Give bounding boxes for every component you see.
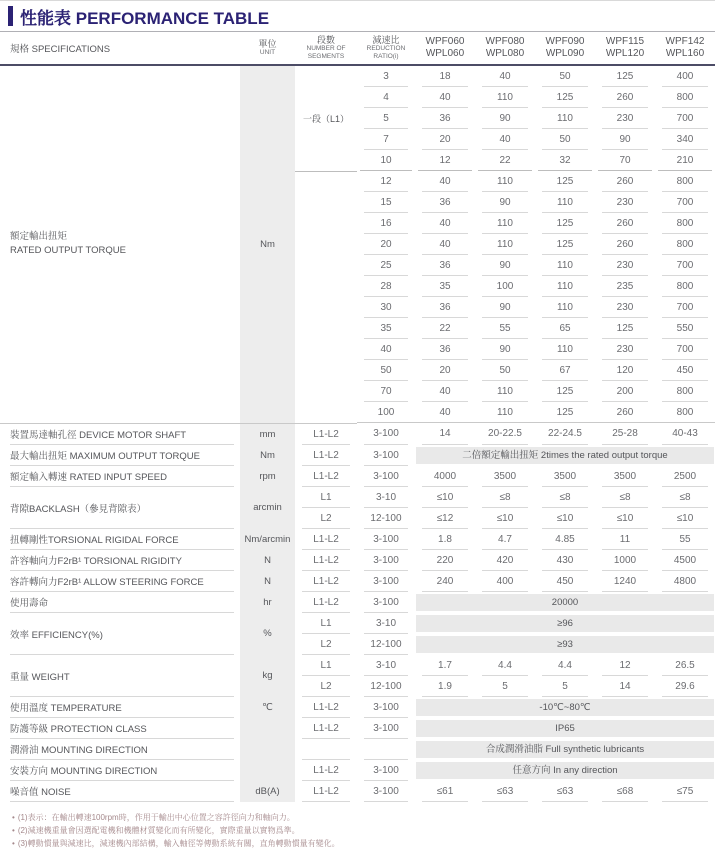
segment-cell: L1 (295, 613, 357, 634)
unit-cell: arcmin (240, 487, 295, 529)
value-cell: 40-43 (655, 423, 715, 445)
spec-label-en: RATED OUTPUT TORQUE (10, 245, 126, 257)
ratio-cell: 3-100 (357, 529, 415, 550)
header-specifications: 規格 SPECIFICATIONS (0, 32, 240, 65)
value-cell: 120 (595, 360, 655, 381)
ratio-cell: 3-100 (357, 718, 415, 739)
ratio-cell: 5 (357, 108, 415, 129)
ratio-cell (357, 739, 415, 760)
value-cell: 1240 (595, 571, 655, 592)
value-cell: 230 (595, 255, 655, 276)
value-cell: 110 (475, 381, 535, 402)
value-cell: 700 (655, 192, 715, 213)
value-cell: 125 (535, 213, 595, 234)
ratio-cell: 3-100 (357, 445, 415, 466)
value-cell: 260 (595, 171, 655, 192)
value-cell: 36 (415, 192, 475, 213)
footnote-text: (1)表示：在輸出轉速100rpm時，作用于輸出中心位置之容許徑向力和軸向力。 (17, 812, 295, 822)
value-cell: 50 (535, 65, 595, 87)
value-cell: 4.7 (475, 529, 535, 550)
value-cell: ≤10 (475, 508, 535, 529)
value-cell: 40 (475, 65, 535, 87)
unit-cell: dB(A) (240, 781, 295, 802)
value-cell: 125 (535, 381, 595, 402)
value-cell: 29.6 (655, 676, 715, 697)
segment-cell (295, 739, 357, 760)
spec-row (0, 571, 715, 592)
value-cell: 3500 (475, 466, 535, 487)
ratio-cell: 100 (357, 402, 415, 423)
segment-cell: L2 (295, 676, 357, 697)
unit-cell: hr (240, 592, 295, 613)
spec-row (0, 550, 715, 571)
model-name-line2: WPL090 (545, 47, 585, 59)
model-name-line1: WPF142 (665, 35, 705, 47)
ratio-cell: 15 (357, 192, 415, 213)
segment-cell (295, 171, 357, 423)
value-cell: 36 (415, 339, 475, 360)
segment-cell: L2 (295, 634, 357, 655)
ratio-cell: 25 (357, 255, 415, 276)
value-cell: 3500 (595, 466, 655, 487)
value-cell: 40 (415, 402, 475, 423)
value-cell: 22 (475, 150, 535, 171)
spec-label-cell: 背隙BACKLASH（參見背隙表） (0, 487, 240, 529)
value-cell: ≤10 (655, 508, 715, 529)
unit-cell: mm (240, 423, 295, 445)
value-cell: 700 (655, 255, 715, 276)
spec-row (0, 592, 715, 613)
spec-row (0, 781, 715, 802)
value-cell: 800 (655, 381, 715, 402)
value-cell: 450 (655, 360, 715, 381)
value-cell: 40 (415, 381, 475, 402)
value-cell: 90 (475, 192, 535, 213)
ratio-cell: 20 (357, 234, 415, 255)
value-cell: 90 (475, 255, 535, 276)
page-title-band (0, 1, 715, 32)
value-cell: 36 (415, 297, 475, 318)
value-cell: 40 (415, 213, 475, 234)
spec-label-cell: 防護等級 PROTECTION CLASS (0, 718, 240, 739)
ratio-cell: 3-10 (357, 655, 415, 676)
merged-value: ≥93 (416, 636, 714, 653)
value-cell: 4.4 (475, 655, 535, 676)
value-cell: 1.7 (415, 655, 475, 676)
ratio-cell: 12-100 (357, 508, 415, 529)
merged-value-cell (415, 445, 715, 466)
spec-row (0, 529, 715, 550)
value-cell: ≤10 (595, 508, 655, 529)
value-cell: 90 (475, 297, 535, 318)
merged-value-cell (415, 760, 715, 781)
value-cell: 110 (475, 171, 535, 192)
value-cell: 430 (535, 550, 595, 571)
header-model-column (655, 32, 715, 65)
header-model-column (415, 32, 475, 65)
footnote-line (12, 811, 715, 824)
value-cell: 260 (595, 234, 655, 255)
value-cell: 40 (415, 234, 475, 255)
value-cell: 35 (415, 276, 475, 297)
unit-cell: Nm (240, 445, 295, 466)
value-cell: 3500 (535, 466, 595, 487)
spec-label-cell: 扭轉剛性TORSIONAL RIGIDAL FORCE (0, 529, 240, 550)
ratio-cell: 70 (357, 381, 415, 402)
value-cell: 110 (535, 276, 595, 297)
value-cell: 67 (535, 360, 595, 381)
spec-label-cell: 噪音值 NOISE (0, 781, 240, 802)
value-cell: 800 (655, 213, 715, 234)
value-cell: 36 (415, 255, 475, 276)
value-cell: ≤8 (475, 487, 535, 508)
segment-cell: L1-L2 (295, 529, 357, 550)
segment-cell: 一段（L1） (295, 65, 357, 171)
header-row (0, 32, 715, 65)
ratio-cell: 35 (357, 318, 415, 339)
spec-label-cell: 效率 EFFICIENCY(%) (0, 613, 240, 655)
performance-table (0, 32, 715, 802)
merged-value: -10℃~80℃ (416, 699, 714, 716)
ratio-cell: 3-100 (357, 423, 415, 445)
value-cell: 230 (595, 108, 655, 129)
value-cell: 4800 (655, 571, 715, 592)
value-cell: 12 (415, 150, 475, 171)
value-cell: 235 (595, 276, 655, 297)
spec-label-cell: 潤滑油 MOUNTING DIRECTION (0, 739, 240, 760)
model-name-line1: WPF080 (485, 35, 525, 47)
unit-cell (240, 718, 295, 739)
footnote-line (12, 837, 715, 850)
unit-cell: % (240, 613, 295, 655)
value-cell: 50 (535, 129, 595, 150)
header-model-column (475, 32, 535, 65)
value-cell: 2500 (655, 466, 715, 487)
ratio-cell: 50 (357, 360, 415, 381)
segment-cell: L1-L2 (295, 423, 357, 445)
spec-row (0, 655, 715, 676)
spec-label-cell: 容許轉向力F2rB¹ ALLOW STEERING FORCE (0, 571, 240, 592)
value-cell: ≤10 (415, 487, 475, 508)
merged-value-cell (415, 697, 715, 718)
header-model-column (595, 32, 655, 65)
segment-cell: L1-L2 (295, 697, 357, 718)
value-cell: 100 (475, 276, 535, 297)
value-cell: 260 (595, 213, 655, 234)
header-unit: 單位 UNIT (240, 32, 295, 65)
value-cell: 125 (535, 234, 595, 255)
page-title (20, 4, 269, 29)
value-cell: 110 (535, 339, 595, 360)
value-cell: 110 (475, 213, 535, 234)
header-model-column (535, 32, 595, 65)
unit-cell (240, 760, 295, 781)
segment-cell: L1 (295, 655, 357, 676)
ratio-cell: 4 (357, 87, 415, 108)
table-header (0, 32, 715, 65)
value-cell: ≤63 (535, 781, 595, 802)
merged-value-cell (415, 718, 715, 739)
value-cell: 12 (595, 655, 655, 676)
spec-label-cell: 使用壽命 (0, 592, 240, 613)
value-cell: 210 (655, 150, 715, 171)
value-cell: 800 (655, 234, 715, 255)
merged-value-cell (415, 592, 715, 613)
spec-label-zh: 額定輸出扭矩 (10, 231, 68, 243)
ratio-cell: 7 (357, 129, 415, 150)
value-cell: 200 (595, 381, 655, 402)
value-cell: 260 (595, 402, 655, 423)
torque-row (0, 65, 715, 87)
value-cell: 26.5 (655, 655, 715, 676)
unit-cell (240, 739, 295, 760)
value-cell: 40 (415, 87, 475, 108)
value-cell: 340 (655, 129, 715, 150)
value-cell: 4.4 (535, 655, 595, 676)
value-cell: 20-22.5 (475, 423, 535, 445)
value-cell: 25-28 (595, 423, 655, 445)
title-accent-bar (8, 6, 13, 26)
ratio-cell: 3 (357, 65, 415, 87)
value-cell: 90 (475, 108, 535, 129)
spec-row (0, 423, 715, 445)
spec-label-cell: 許容軸向力F2rB¹ TORSIONAL RIGIDITY (0, 550, 240, 571)
ratio-cell: 3-100 (357, 592, 415, 613)
ratio-cell: 12-100 (357, 676, 415, 697)
value-cell: 700 (655, 108, 715, 129)
model-name-line2: WPL120 (605, 47, 645, 59)
spec-row (0, 487, 715, 508)
merged-value: 20000 (416, 594, 714, 611)
page-title-en: PERFORMANCE TABLE (75, 8, 270, 28)
segment-cell: L1 (295, 487, 357, 508)
ratio-cell: 12 (357, 171, 415, 192)
value-cell: 36 (415, 108, 475, 129)
ratio-cell: 28 (357, 276, 415, 297)
value-cell: ≤8 (535, 487, 595, 508)
value-cell: 800 (655, 402, 715, 423)
value-cell: 230 (595, 339, 655, 360)
model-name-line2: WPL160 (665, 47, 705, 59)
segment-cell: L2 (295, 508, 357, 529)
value-cell: 90 (475, 339, 535, 360)
value-cell: 70 (595, 150, 655, 171)
bullet-icon: • (12, 812, 15, 822)
model-name-line1: WPF115 (605, 35, 645, 47)
footnotes (0, 811, 715, 850)
value-cell: 65 (535, 318, 595, 339)
value-cell: 260 (595, 87, 655, 108)
value-cell: 18 (415, 65, 475, 87)
header-number-of-segments: 段數 NUMBER OF SEGMENTS (295, 32, 357, 65)
ratio-cell: 3-100 (357, 697, 415, 718)
value-cell: 240 (415, 571, 475, 592)
ratio-cell: 10 (357, 150, 415, 171)
ratio-cell: 3-10 (357, 613, 415, 634)
model-name-line2: WPL060 (425, 47, 465, 59)
value-cell: ≤61 (415, 781, 475, 802)
spec-row (0, 466, 715, 487)
spec-row (0, 613, 715, 634)
value-cell: ≤63 (475, 781, 535, 802)
ratio-cell: 3-100 (357, 550, 415, 571)
value-cell: 50 (475, 360, 535, 381)
value-cell: ≤12 (415, 508, 475, 529)
merged-value-cell (415, 634, 715, 655)
unit-cell: rpm (240, 466, 295, 487)
value-cell: 110 (535, 255, 595, 276)
value-cell: 125 (535, 171, 595, 192)
segment-cell: L1-L2 (295, 571, 357, 592)
ratio-cell: 3-100 (357, 571, 415, 592)
value-cell: 1.8 (415, 529, 475, 550)
value-cell: 1.9 (415, 676, 475, 697)
spec-label-cell: 使用溫度 TEMPERATURE (0, 697, 240, 718)
value-cell: 110 (535, 297, 595, 318)
value-cell: 90 (595, 129, 655, 150)
value-cell: 400 (655, 65, 715, 87)
segment-cell: L1-L2 (295, 760, 357, 781)
spec-label-cell: 額定輸入轉速 RATED INPUT SPEED (0, 466, 240, 487)
value-cell: ≤75 (655, 781, 715, 802)
value-cell: 110 (475, 234, 535, 255)
value-cell: 125 (535, 87, 595, 108)
ratio-cell: 3-100 (357, 466, 415, 487)
segment-cell: L1-L2 (295, 781, 357, 802)
spec-row (0, 718, 715, 739)
value-cell: 11 (595, 529, 655, 550)
value-cell: 230 (595, 297, 655, 318)
value-cell: 40 (415, 171, 475, 192)
value-cell: 800 (655, 171, 715, 192)
segment-cell: L1-L2 (295, 550, 357, 571)
value-cell: 800 (655, 87, 715, 108)
value-cell: 125 (595, 65, 655, 87)
merged-value: 合成潤滑油脂 Full synthetic lubricants (416, 741, 714, 758)
spec-label-cell: 重量 WEIGHT (0, 655, 240, 697)
model-name-line2: WPL080 (485, 47, 525, 59)
value-cell: 14 (415, 423, 475, 445)
merged-value-cell (415, 739, 715, 760)
value-cell: 220 (415, 550, 475, 571)
spec-label-cell: 裝置馬達軸孔徑 DEVICE MOTOR SHAFT (0, 423, 240, 445)
value-cell: 32 (535, 150, 595, 171)
value-cell: 1000 (595, 550, 655, 571)
bullet-icon: • (12, 825, 15, 835)
value-cell: 5 (535, 676, 595, 697)
value-cell: 550 (655, 318, 715, 339)
value-cell: 110 (535, 108, 595, 129)
segment-cell: L1-L2 (295, 718, 357, 739)
footnote-line (12, 824, 715, 837)
value-cell: ≤8 (655, 487, 715, 508)
ratio-cell: 3-10 (357, 487, 415, 508)
value-cell: 110 (475, 402, 535, 423)
value-cell: ≤8 (595, 487, 655, 508)
value-cell: 55 (475, 318, 535, 339)
merged-value: ≥96 (416, 615, 714, 632)
merged-value: IP65 (416, 720, 714, 737)
ratio-cell: 12-100 (357, 634, 415, 655)
value-cell: 14 (595, 676, 655, 697)
ratio-cell: 40 (357, 339, 415, 360)
segment-cell: L1-L2 (295, 466, 357, 487)
ratio-cell: 3-100 (357, 781, 415, 802)
model-name-line1: WPF090 (545, 35, 585, 47)
value-cell: 110 (475, 87, 535, 108)
ratio-cell: 3-100 (357, 760, 415, 781)
unit-cell: Nm/arcmin (240, 529, 295, 550)
unit-cell: Nm (240, 65, 295, 423)
merged-value-cell (415, 613, 715, 634)
value-cell: 110 (535, 192, 595, 213)
unit-cell: ℃ (240, 697, 295, 718)
value-cell: 700 (655, 339, 715, 360)
spec-row (0, 760, 715, 781)
spec-label-cell: 最大輸出扭矩 MAXIMUM OUTPUT TORQUE (0, 445, 240, 466)
spec-row (0, 445, 715, 466)
unit-cell: N (240, 571, 295, 592)
value-cell: 20 (415, 360, 475, 381)
merged-value: 任意方向 In any direction (416, 762, 714, 779)
value-cell: 230 (595, 192, 655, 213)
value-cell: 55 (655, 529, 715, 550)
value-cell: 4.85 (535, 529, 595, 550)
value-cell: 400 (475, 571, 535, 592)
value-cell: 22 (415, 318, 475, 339)
value-cell: ≤10 (535, 508, 595, 529)
value-cell: 700 (655, 297, 715, 318)
unit-cell: N (240, 550, 295, 571)
value-cell: 450 (535, 571, 595, 592)
spec-row (0, 697, 715, 718)
page-title-zh: 性能表 (20, 8, 71, 28)
ratio-cell: 16 (357, 213, 415, 234)
spec-row (0, 739, 715, 760)
table-body (0, 65, 715, 802)
spec-label-cell: 安裝方向 MOUNTING DIRECTION (0, 760, 240, 781)
value-cell: 22-24.5 (535, 423, 595, 445)
value-cell: 125 (595, 318, 655, 339)
value-cell: 20 (415, 129, 475, 150)
footnote-text: (3)轉動慣量與減速比，減速機內部結構，輸入軸徑等傳動系統有關，直角轉動慣量有變化。 (17, 838, 340, 848)
unit-cell: kg (240, 655, 295, 697)
value-cell: 420 (475, 550, 535, 571)
model-name-line1: WPF060 (425, 35, 465, 47)
value-cell: 40 (475, 129, 535, 150)
spec-label-cell (0, 65, 240, 423)
value-cell: 5 (475, 676, 535, 697)
bullet-icon: • (12, 838, 15, 848)
segment-cell: L1-L2 (295, 592, 357, 613)
footnote-text: (2)減速機重量會因選配電機和機體材質變化而有所變化，實際重量以實物爲準。 (17, 825, 300, 835)
segment-cell: L1-L2 (295, 445, 357, 466)
value-cell: 4500 (655, 550, 715, 571)
value-cell: 125 (535, 402, 595, 423)
value-cell: ≤68 (595, 781, 655, 802)
merged-value: 二倍額定輸出扭矩 2times the rated output torque (416, 447, 714, 464)
ratio-cell: 30 (357, 297, 415, 318)
header-reduction-ratio: 減速比 REDUCTION RATIO(i) (357, 32, 415, 65)
value-cell: 800 (655, 276, 715, 297)
value-cell: 4000 (415, 466, 475, 487)
